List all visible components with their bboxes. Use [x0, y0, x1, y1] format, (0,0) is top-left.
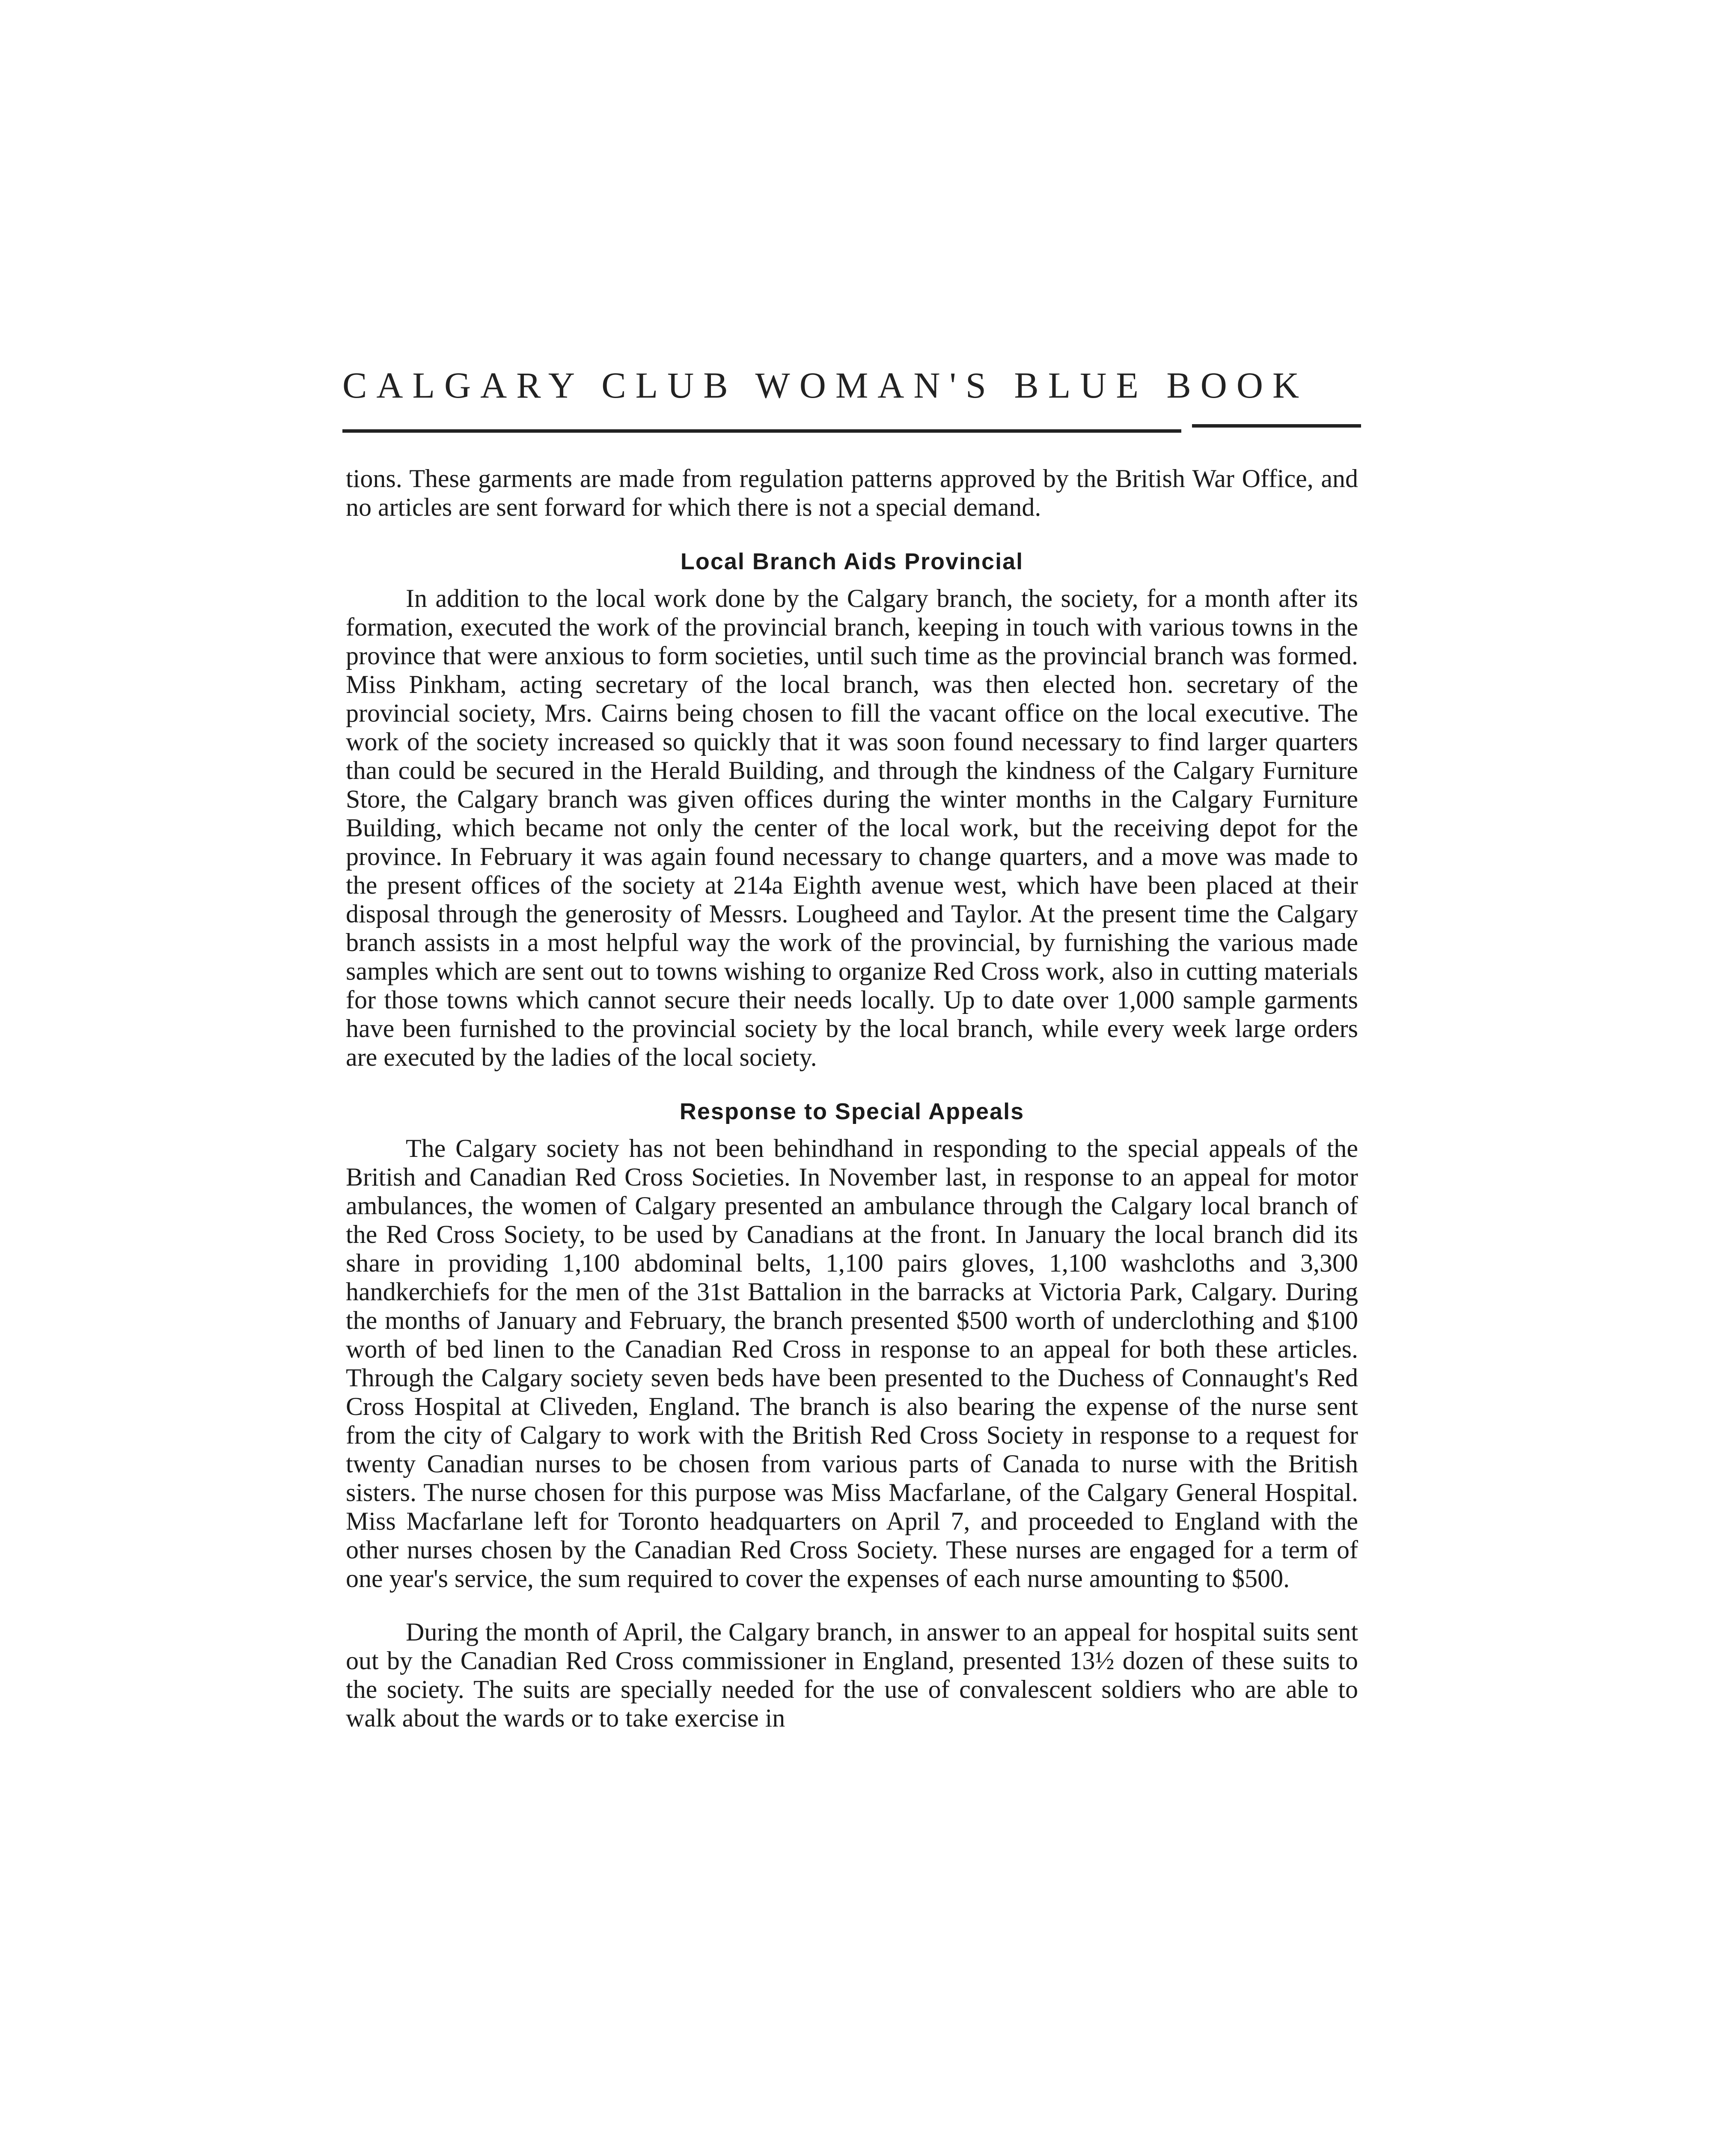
- section-heading-local-branch: Local Branch Aids Provincial: [680, 549, 1024, 574]
- page-header: [342, 362, 1361, 434]
- special-appeals-paragraph: The Calgary society has not been behindhand in responding to the special appeals of the British and Canadian Red Cross Societies. In November last, in response to an appeal for motor ambulances, the women of Calgary presented an ambulance through the Calgary local branch of the Red Cross Society, to be used by Canadians at the front. In January the local branch did its share in providing 1,100 abdominal belts, 1,100 pairs gloves, 1,100 washcloths and 3,300 handkerchiefs for the men of the 31st Battalion in the barracks at Victoria Park, Calgary. During the months of January and February, the branch presented $500 worth of underclothing and $100 worth of bed linen to the Canadian Red Cross in response to an appeal for both these articles. Through the Calgary society seven beds have been presented to the Duchess of Connaught's Red Cross Hospital at Cliveden, England. The branch is also bearing the expense of the nurse sent from the city of Calgary to work with the British Red Cross Society in response to a request for twenty Canadian nurses to be chosen from various parts of Canada to nurse with the British sisters. The nurse chosen for this purpose was Miss Macfarlane, of the Calgary General Hospital. Miss Macfarlane left for Toronto headquarters on April 7, and proceeded to England with the other nurses chosen by the Canadian Red Cross Society. These nurses are engaged for a term of one year's service, the sum required to cover the expenses of each nurse amounting to $500.: [346, 1134, 1358, 1593]
- header-rule-short: [1192, 424, 1361, 428]
- header-rule-long: [342, 429, 1181, 433]
- local-branch-paragraph: In addition to the local work done by the Calgary branch, the society, for a month after its formation, executed the work of the provincial branch, keeping in touch with various towns in the province that were anxious to form societies, until such time as the provincial branch was formed. Miss Pinkham, acting secretary of the local branch, was then elected hon. secretary of the provincial society, Mrs. Cairns being chosen to fill the vacant office on the local executive. The work of the society increased so quickly that it was soon found necessary to find larger quarters than could be secured in the Herald Building, and through the kindness of the Calgary Furniture Store, the Calgary branch was given offices during the winter months in the Calgary Furniture Building, which became not only the center of the local work, but the receiving depot for the province. In February it was again found necessary to change quarters, and a move was made to the present offices of the society at 214a Eighth avenue west, which have been placed at their disposal through the generosity of Messrs. Lougheed and Taylor. At the present time the Calgary branch assists in a most helpful way the work of the provincial, by furnishing the various made samples which are sent out to towns wishing to organize Red Cross work, also in cutting materials for those towns which cannot secure their needs locally. Up to date over 1,000 sample garments have been furnished to the provincial society by the local branch, while every week large orders are executed by the ladies of the local society.: [346, 584, 1358, 1071]
- section-heading-special-appeals: Response to Special Appeals: [679, 1099, 1025, 1124]
- book-title: CALGARY CLUB WOMAN'S BLUE BOOK: [342, 365, 1309, 406]
- intro-paragraph: tions. These garments are made from regulation patterns approved by the British War Office, and no articles are sent forward for which there is not a special demand.: [346, 464, 1358, 521]
- april-paragraph: During the month of April, the Calgary branch, in answer to an appeal for hospital suits sent out by the Canadian Red Cross commissioner in England, presented 13½ dozen of these suits to the society. The suits are specially needed for the use of convalescent soldiers who are able to walk about the wards or to take exercise in: [346, 1618, 1358, 1732]
- body-text: [346, 464, 1358, 1733]
